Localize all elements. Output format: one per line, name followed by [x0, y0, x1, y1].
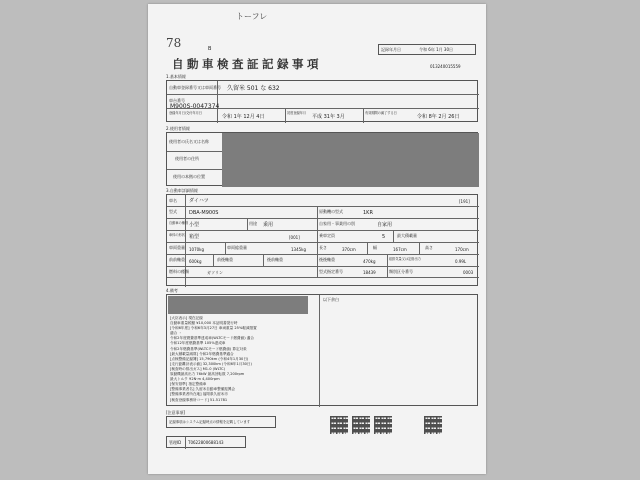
notes-line: 令和2年度燃費基準達成車(WLTCモード燃費値) 適合 [170, 336, 254, 341]
owner-info-redaction [222, 133, 479, 187]
fuel-label: 燃料の種類 [169, 269, 189, 274]
weight-value: 1070kg [189, 247, 205, 252]
front-axle-label: 前前軸重 [169, 257, 185, 262]
max-load-label: 最大積載量 [397, 233, 417, 238]
qr-code-3 [374, 416, 392, 434]
front-axle-value: 600kg [189, 259, 202, 264]
section-notes-heading: 4.備考 [166, 288, 178, 293]
type-number-label: 型式指定番号 [319, 269, 343, 274]
issue-date-value: 令和 6年 1月 30日 [419, 47, 453, 52]
notes-line: 原動機最高出力 76kW 最高回転数 7,200rpm [170, 372, 245, 377]
width-value: 167cm [393, 247, 407, 252]
owner-address-label: 使用者の住所 [175, 156, 199, 161]
length-label: 長さ [319, 245, 327, 250]
notes-line: [走行距離計表示値] 32,300km (令和6年1月30日) [170, 361, 252, 366]
owner-info-table [166, 132, 478, 186]
notes-line: [保安基準] 指定整備車 [170, 382, 207, 387]
gross-weight-label: 車両総重量 [227, 245, 247, 250]
chassis-value: M900S-0047374 [170, 103, 220, 110]
kind-label: 自動車の種別 [169, 221, 189, 225]
engine-label: 原動機の型式 [319, 209, 343, 214]
notes-line: [検査登録事務所コード] 51-51781 [170, 397, 228, 402]
rear-axle-value: 470kg [363, 259, 376, 264]
notes-line: [最大積載量減算] 令和2年燃費基準適合 [170, 351, 234, 356]
reg-date-label: 登録年月日/交付年月日 [169, 111, 202, 115]
displacement-label: 総排気量又は定格出力 [389, 257, 421, 261]
grade-mark: B [208, 46, 212, 52]
notes-line: [点検整備記録簿] 15,790km (令和4年1月30日) [170, 356, 249, 361]
reg-number-value: 久留米 501 な 632 [227, 85, 280, 92]
reg-number-label: 自動車登録番号又は車両番号 [169, 85, 221, 90]
handwritten-corner-note: 78 [166, 36, 182, 50]
displacement-value: 0.99L [455, 259, 467, 264]
notice-text: 記録事項はシステム記録時点の情報を記載しています [169, 420, 251, 424]
basic-info-table [166, 80, 478, 122]
notes-line: 令和2年燃費基準(WLTCモード燃費値) 算定対象 [170, 346, 247, 351]
gross-weight-value: 1345kg [291, 247, 307, 252]
use-value: 乗用 [263, 222, 274, 228]
front-rear-axle-label: 前後軸重 [217, 257, 233, 262]
document-number: 013240015559 [430, 64, 461, 69]
height-value: 170cm [455, 247, 469, 252]
notes-line: [検査時の排出ガス] M1.0 (WLTC) [170, 366, 226, 371]
chassis-label: 車台番号 [169, 98, 185, 103]
use-label: 用途 [249, 221, 257, 226]
capacity-label: 乗車定員 [319, 233, 335, 238]
issue-date-box [378, 44, 476, 55]
form-number: [191] [459, 199, 470, 204]
section-owner-heading: 2.使用者情報 [166, 126, 190, 131]
document-sheet [148, 4, 486, 474]
qr-code-1 [330, 416, 348, 434]
handwritten-top-note: トーフレ [236, 12, 268, 21]
base-location-label: 使用の本拠の位置 [173, 174, 205, 179]
notes-line: 最大トルク 92N·m 4,400rpm [170, 377, 220, 382]
owner-name-label: 使用者の氏名又は名称 [169, 139, 209, 144]
notice-box [166, 416, 276, 428]
notes-table [166, 294, 478, 406]
notes-line: [令和6年度] 令和6年3月27日 車両重量 25%軽減措置 [170, 326, 257, 331]
rear-axle-label: 後後軸重 [319, 257, 335, 262]
section-vehicle-heading: 3.自動車詳細情報 [166, 188, 198, 193]
body-code: [001] [289, 235, 300, 240]
capacity-value: 5 [382, 234, 386, 240]
notes-right-heading: 以下余白 [323, 297, 339, 302]
notice-label: [注意事項] [166, 410, 186, 415]
purpose-label: 自家用・事業用の別 [319, 221, 355, 226]
maker-label: 車名 [169, 198, 177, 203]
issue-date-label: 記録年月日 [381, 47, 401, 52]
length-value: 370cm [342, 247, 356, 252]
purpose-value: 自家用 [377, 222, 393, 228]
management-id-label: 管理ID [169, 440, 182, 445]
vehicle-info-table [166, 194, 478, 286]
management-id-box [166, 436, 246, 448]
width-label: 幅 [373, 245, 377, 250]
maker-value: ダイハツ [189, 198, 209, 204]
notes-line: [大臣表示] 現在記録 [170, 316, 203, 320]
notes-line: [整備事業者名] 久留米自動車整備振興会 [170, 387, 236, 392]
engine-value: 1KR [363, 210, 373, 216]
notes-line: 令和12年度燃費基準 105%達成車 [170, 341, 226, 346]
expiry-value: 令和 8年 2月 26日 [417, 114, 460, 120]
reg-date-value: 令和 1年 12月 4日 [222, 114, 265, 120]
model-value: DBA-M900S [189, 210, 219, 216]
body-value: 箱型 [189, 234, 200, 240]
section-basic-heading: 1.基本情報 [166, 74, 186, 79]
notes-line: [整備事業者所在地] 福岡県久留米市 [170, 392, 228, 397]
first-reg-label: 初度登録年月 [287, 111, 307, 115]
management-id-value: T0622800688143 [188, 440, 224, 445]
type-number-value: 18439 [363, 270, 376, 275]
model-label: 型式 [169, 209, 177, 214]
qr-code-2 [352, 416, 370, 434]
rear-front-axle-label: 後前軸重 [267, 257, 283, 262]
notes-line: 適合 ・ [170, 331, 182, 336]
class-number-value: 0003 [463, 270, 474, 275]
kind-value: 小型 [189, 222, 200, 228]
notes-lines [170, 316, 257, 403]
qr-code-4 [424, 416, 442, 434]
notes-line: 自動車重量税額 ¥10,000 本証明書発行時 [170, 321, 238, 326]
fuel-value: ガソリン [207, 270, 223, 275]
weight-label: 車両重量 [169, 245, 185, 250]
expiry-label: 有効期間の満了する日 [365, 111, 397, 115]
height-label: 高さ [425, 245, 433, 250]
class-number-label: 類別区分番号 [389, 269, 413, 274]
page-title: 自動車検査証記録事項 [172, 57, 322, 71]
first-reg-value: 平成 31年 3月 [312, 114, 345, 120]
notes-redaction [168, 296, 308, 314]
body-label: 車体の形状 [169, 233, 185, 237]
